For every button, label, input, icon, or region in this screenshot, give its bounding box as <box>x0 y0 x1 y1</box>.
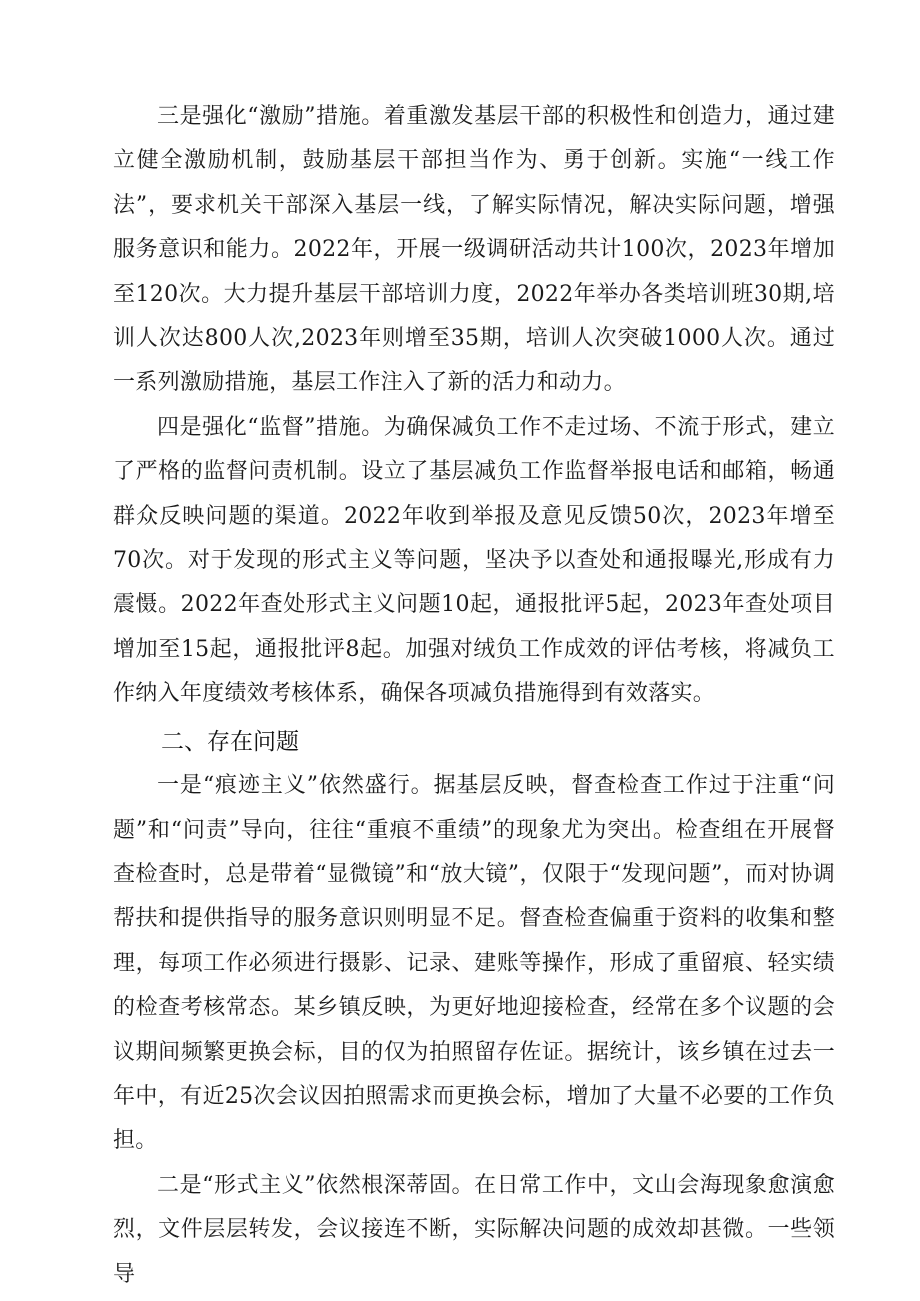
paragraph-incentive-measures: 三是强化“激励”措施。着重激发基层干部的积极性和创造力，通过建立健全激励机制，鼓励基层干部担当作为、勇于创新。实施“一线工作法”，要求机关干部深入基层一线，了解实际情况，解决实际问题，增强服务意识和能力。2022年，开展一级调研活动共计100次，2023年增加至120次。大力提升基层干部培训力度，2022年举办各类培训班30期,培训人次达800人次,2023年则增至35期，培训人次突破1000人次。通过一系列激励措施，基层工作注入了新的活力和动力。 <box>113 104 835 396</box>
section-heading-existing-problems: 二、存在问题 <box>161 728 299 755</box>
paragraph-formalism: 二是“形式主义”依然根深蒂固。在日常工作中，文山会海现象愈演愈烈，文件层层转发，会议接连不断，实际解决问题的成效却甚微。一些领导 <box>113 1172 835 1287</box>
document-page <box>113 95 835 1297</box>
paragraph-supervision-measures: 四是强化“监督”措施。为确保减负工作不走过场、不流于形式，建立了严格的监督问责机制。设立了基层减负工作监督举报电话和邮箱，畅通群众反映问题的渠道。2022年收到举报及意见反馈50次，2023年增至70次。对于发现的形式主义等问题，坚决予以查处和通报曝光,形成有力震慑。2022年查处形式主义问题10起，通报批评5起，2023年查处项目增加至15起，通报批评8起。加强对绒负工作成效的评估考核，将减负工作纳入年度绩效考核体系，确保各项减负措施得到有效落实。 <box>113 414 835 707</box>
paragraph-trace-formalism: 一是“痕迹主义”依然盛行。据基层反映，督查检查工作过于注重“问题”和“问责”导向，往往“重痕不重绩”的现象尤为突出。检查组在开展督查检查时，总是带着“显微镜”和“放大镜”，仅限于“发现问题”，而对协调帮扶和提供指导的服务意识则明显不足。督查检查偏重于资料的收集和整理，每项工作必须进行摄影、记录、建账等操作，形成了重留痕、轻实绩的检查考核常态。某乡镇反映，为更好地迎接检查，经常在多个议题的会议期间频繁更换会标，目的仅为拍照留存佐证。据统计，该乡镇在过去一年中，有近25次会议因拍照需求而更换会标，增加了大量不必要的工作负担。 <box>113 773 835 1154</box>
